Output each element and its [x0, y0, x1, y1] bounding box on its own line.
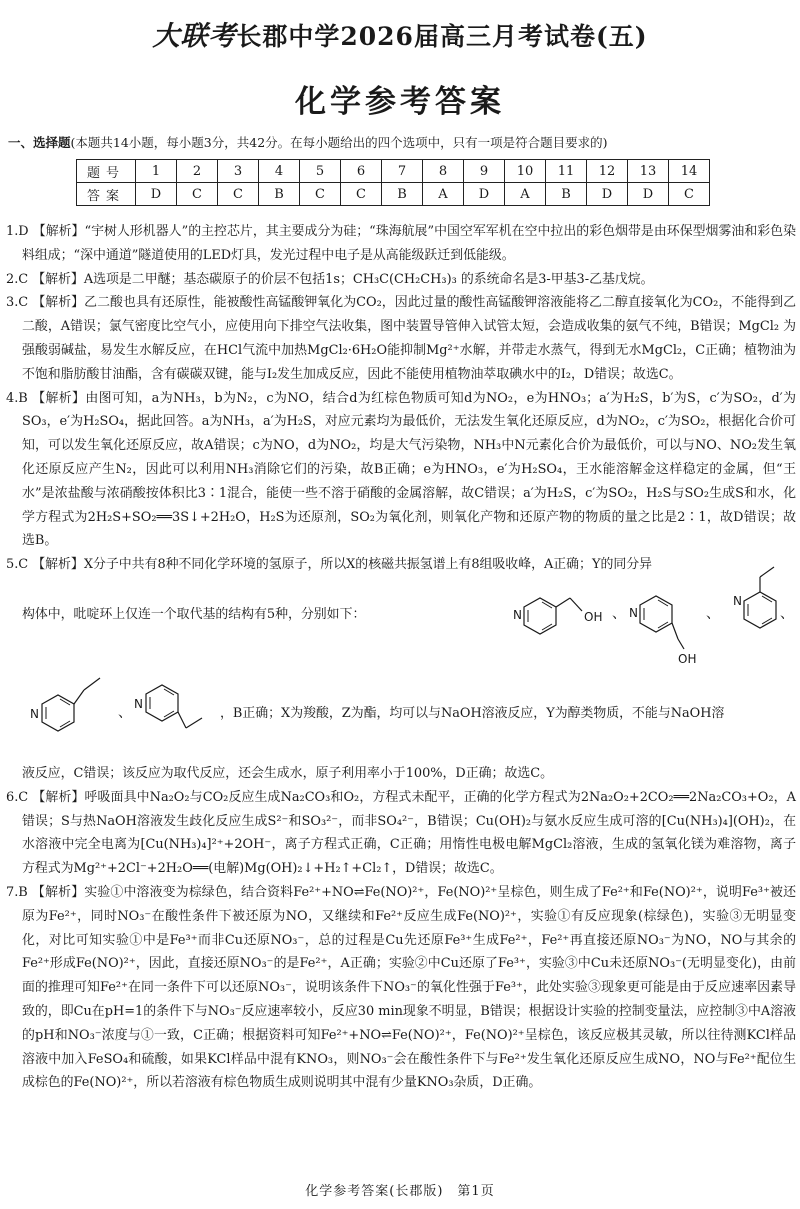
number-cell: 4: [259, 160, 300, 183]
structure-pyridine-ch2oh-para: [620, 579, 710, 674]
answer-cell: C: [177, 183, 218, 206]
number-cell: 6: [341, 160, 382, 183]
solution-7: 7.B 【解析】实验①中溶液变为棕绿色，结合资料Fe²⁺+NO⇌Fe(NO)²⁺，Fe(NO)²⁺呈棕色，则生成了Fe²⁺和Fe(NO)²⁺，说明Fe³⁺被还原为Fe²⁺，同时NO₃⁻在酸性条件下被还原为NO，又继续和Fe²⁺反应生成Fe(NO)²⁺，实验①有反应现象(棕绿色)，实验③无明显变化，对比可知实验①中是Fe³⁺而非Cu还原NO₃⁻，总的过程是Cu先还原Fe³⁺生成Fe²⁺，Fe²⁺再直接还原NO₃⁻为NO，NO与其余的Fe²⁺形成Fe(NO)²⁺，因此，直接还原NO₃⁻的是Fe²⁺，A正确；实验②中Cu还原了Fe³⁺，实验③中Cu未还原NO₃⁻(无明显变化)，由前面的推理可知Fe²⁺在同一条件下可以还原NO₃⁻，说明该条件下NO₃⁻的氧化性强于Fe³⁺，此处实验③现象更可能是由于反应速率因素导致的，即Cu在pH=1的条件下与NO₃⁻反应速率较小，反应30 min现象不明显，B错误；根据设计实验的控制变量法，应控制③中A溶液的pH和NO₃⁻浓度与①一致，C正确；根据资料可知Fe²⁺+NO⇌Fe(NO)²⁺，Fe(NO)²⁺呈棕色，该反应极其灵敏，所以往待测KCl样品溶液中加入FeSO₄和硫酸，如果KCl样品中混有KNO₃，则NO₃⁻会在酸性条件下与Fe²⁺发生氧化还原反应生成NO，NO与Fe²⁺配位生成棕色的Fe(NO)²⁺，所以若溶液有棕色物质生成则说明其中混有少量KNO₃杂质，D正确。: [6, 884, 796, 1091]
structure-4-methoxypyridine: [130, 664, 222, 754]
number-cell: 14: [669, 160, 710, 183]
answer-table-answer-row: [77, 183, 710, 206]
number-cell: 7: [382, 160, 423, 183]
answer-cell: D: [464, 183, 505, 206]
isomer-structures-row-2: [6, 674, 796, 762]
isomer-conclusion-text: ，B正确；X为羧酸，Z为酯，均可以与NaOH溶液反应，Y为醇类物质，不能与NaOH溶: [220, 705, 725, 721]
answer-cell: B: [546, 183, 587, 206]
number-cell: 11: [546, 160, 587, 183]
number-cell: 2: [177, 160, 218, 183]
atom-n: N: [134, 696, 143, 711]
number-cell: 8: [423, 160, 464, 183]
structure-pyridine-ch2oh-meta: [504, 581, 616, 653]
structure-3-methoxypyridine: [26, 664, 116, 754]
solution-2: 2.C 【解析】A选项是二甲醚；基态碳原子的价层不包括1s；CH₃C(CH₂CH₃)₃ 的系统命名是3-甲基3-乙基戊烷。: [6, 271, 654, 287]
answer-cell: C: [300, 183, 341, 206]
answer-table: [76, 159, 710, 206]
number-cell: 13: [628, 160, 669, 183]
answer-cell: C: [669, 183, 710, 206]
answer-cell: C: [218, 183, 259, 206]
structure-separator: 、: [780, 605, 794, 622]
number-cell: 3: [218, 160, 259, 183]
section-label: 一、选择题: [8, 135, 71, 150]
answer-cell: B: [259, 183, 300, 206]
atom-n: N: [513, 607, 522, 622]
solution-5-end: 液反应，C错误；该反应为取代反应，还会生成水，原子利用率小于100%，D正确；故选C。: [22, 765, 553, 781]
answer-cell: D: [628, 183, 669, 206]
atom-n: N: [733, 593, 742, 608]
answer-cell: B: [382, 183, 423, 206]
number-cell: 5: [300, 160, 341, 183]
structure-2-methoxypyridine: [722, 543, 800, 643]
number-cell: 1: [136, 160, 177, 183]
answer-cell: C: [341, 183, 382, 206]
page-footer: 化学参考答案(长郡版) 第1页: [305, 1184, 495, 1199]
row-label-number: 题号: [77, 160, 136, 183]
exam-title: 长郡中学2026届高三月考试卷(五): [236, 22, 648, 51]
solution-3: 3.C 【解析】乙二酸也具有还原性，能被酸性高锰酸钾氧化为CO₂，因此过量的酸性高锰酸钾溶液能将乙二醇直接氧化为CO₂，不能得到乙二酸，A错误；氯气密度比空气小，应使用向下排空气法收集，图中装置导管伸入试管太短，会造成收集的氨气不纯，B错误；MgCl₂ 为强酸弱碱盐，易发生水解反应，在HCl气流中加热MgCl₂·6H₂O能抑制Mg²⁺水解，并带走水蒸气，得到无水MgCl₂，C正确；植物油为不饱和脂肪酸甘油酯，含有碳碳双键，能与I₂发生加成反应，因此不能使用植物油萃取碘水中的I₂，D错误；故选C。: [6, 295, 796, 382]
document-title: 化学参考答案: [295, 84, 505, 120]
answer-table-number-row: [77, 160, 710, 183]
row-label-answer: 答案: [77, 183, 136, 206]
solution-4: 4.B 【解析】由图可知，a为NH₃，b为N₂，c为NO，结合d为红棕色物质可知d为NO₂，e为HNO₃；a′为H₂S，b′为S，c′为SO₂，d′为SO₃，e′为H₂SO₄，据此回答。a为NH₃，a′为H₂S，对应元素均为最低价，无法发生氧化还原反应，d为NO₂，c′为SO₂，根据化合价可知，可以发生氧化还原反应，故A错误；c为NO，d为NO₂，均是大气污染物，NH₃中N元素化合价为最低价，可以与NO、NO₂发生氧化还原反应产生N₂，因此可以利用NH₃消除它们的污染，故B正确；e为HNO₃，e′为H₂SO₄，王水能溶解金这样稳定的金属，但“王水”是浓盐酸与浓硝酸按体积比3∶1混合，能使一些不溶于硝酸的金属溶解，故C错误；a′为H₂S，c′为SO₂，H₂S与SO₂生成S和水，化学方程式为2H₂S+SO₂══3S↓+2H₂O，H₂S为还原剂，SO₂为氧化剂，则氧化产物和还原产物的物质的量之比是2∶1，故D错误；故选B。: [6, 390, 796, 549]
answer-cell: A: [423, 183, 464, 206]
group-oh: OH: [678, 651, 697, 666]
answer-cell: D: [587, 183, 628, 206]
group-oh: OH: [584, 609, 603, 624]
solution-6: 6.C 【解析】呼吸面具中Na₂O₂与CO₂反应生成Na₂CO₃和O₂，方程式未配平，正确的化学方程式为2Na₂O₂+2CO₂══2Na₂CO₃+O₂，A错误；S与热NaOH溶液发生歧化反应生成S²⁻和SO₃²⁻，而非SO₄²⁻，B错误；Cu(OH)₂与氨水反应生成可溶的[Cu(NH₃)₄](OH)₂，在水溶液中完全电离为[Cu(NH₃)₄]²⁺+2OH⁻，离子方程式正确，C正确；用惰性电极电解MgCl₂溶液，生成的氢氧化镁为难溶物，离子方程式为Mg²⁺+2Cl⁻+2H₂O══(电解)Mg(OH)₂↓+H₂↑+Cl₂↑，D错误；故选C。: [6, 789, 796, 877]
structure-separator: 、: [118, 704, 132, 721]
solution-1: 1.D 【解析】“宇树人形机器人”的主控芯片，其主要成分为硅；“珠海航展”中国空军军机在空中拉出的彩色烟带是由环保型烟雾油和彩色染料组成；“深中通道”隧道使用的LED灯具，发光过程中电子是从高能级跃迁到低能级。: [6, 224, 796, 263]
solutions-body: [6, 220, 796, 1095]
number-cell: 12: [587, 160, 628, 183]
answer-cell: A: [505, 183, 546, 206]
section-heading: [8, 133, 796, 151]
solution-5: 5.C 【解析】X分子中共有8种不同化学环境的氢原子，所以X的核磁共振氢谱上有8组吸收峰，A正确；Y的同分异: [6, 557, 653, 573]
section-requirement: (本题共14小题，每小题3分，共42分。在每小题给出的四个选项中，只有一项是符合题目要求的): [70, 135, 608, 150]
isomer-intro-text: 构体中，吡啶环上仅连一个取代基的结构有5种，分别如下：: [22, 606, 366, 622]
isomer-structures-row-1: [6, 579, 796, 674]
structure-separator: 、: [706, 605, 720, 622]
number-cell: 10: [505, 160, 546, 183]
structure-separator: 、: [612, 605, 626, 622]
brand-logo: 大联考: [152, 21, 237, 52]
exam-header: [0, 14, 800, 53]
number-cell: 9: [464, 160, 505, 183]
atom-n: N: [30, 706, 39, 721]
answer-cell: D: [136, 183, 177, 206]
atom-n: N: [629, 605, 638, 620]
